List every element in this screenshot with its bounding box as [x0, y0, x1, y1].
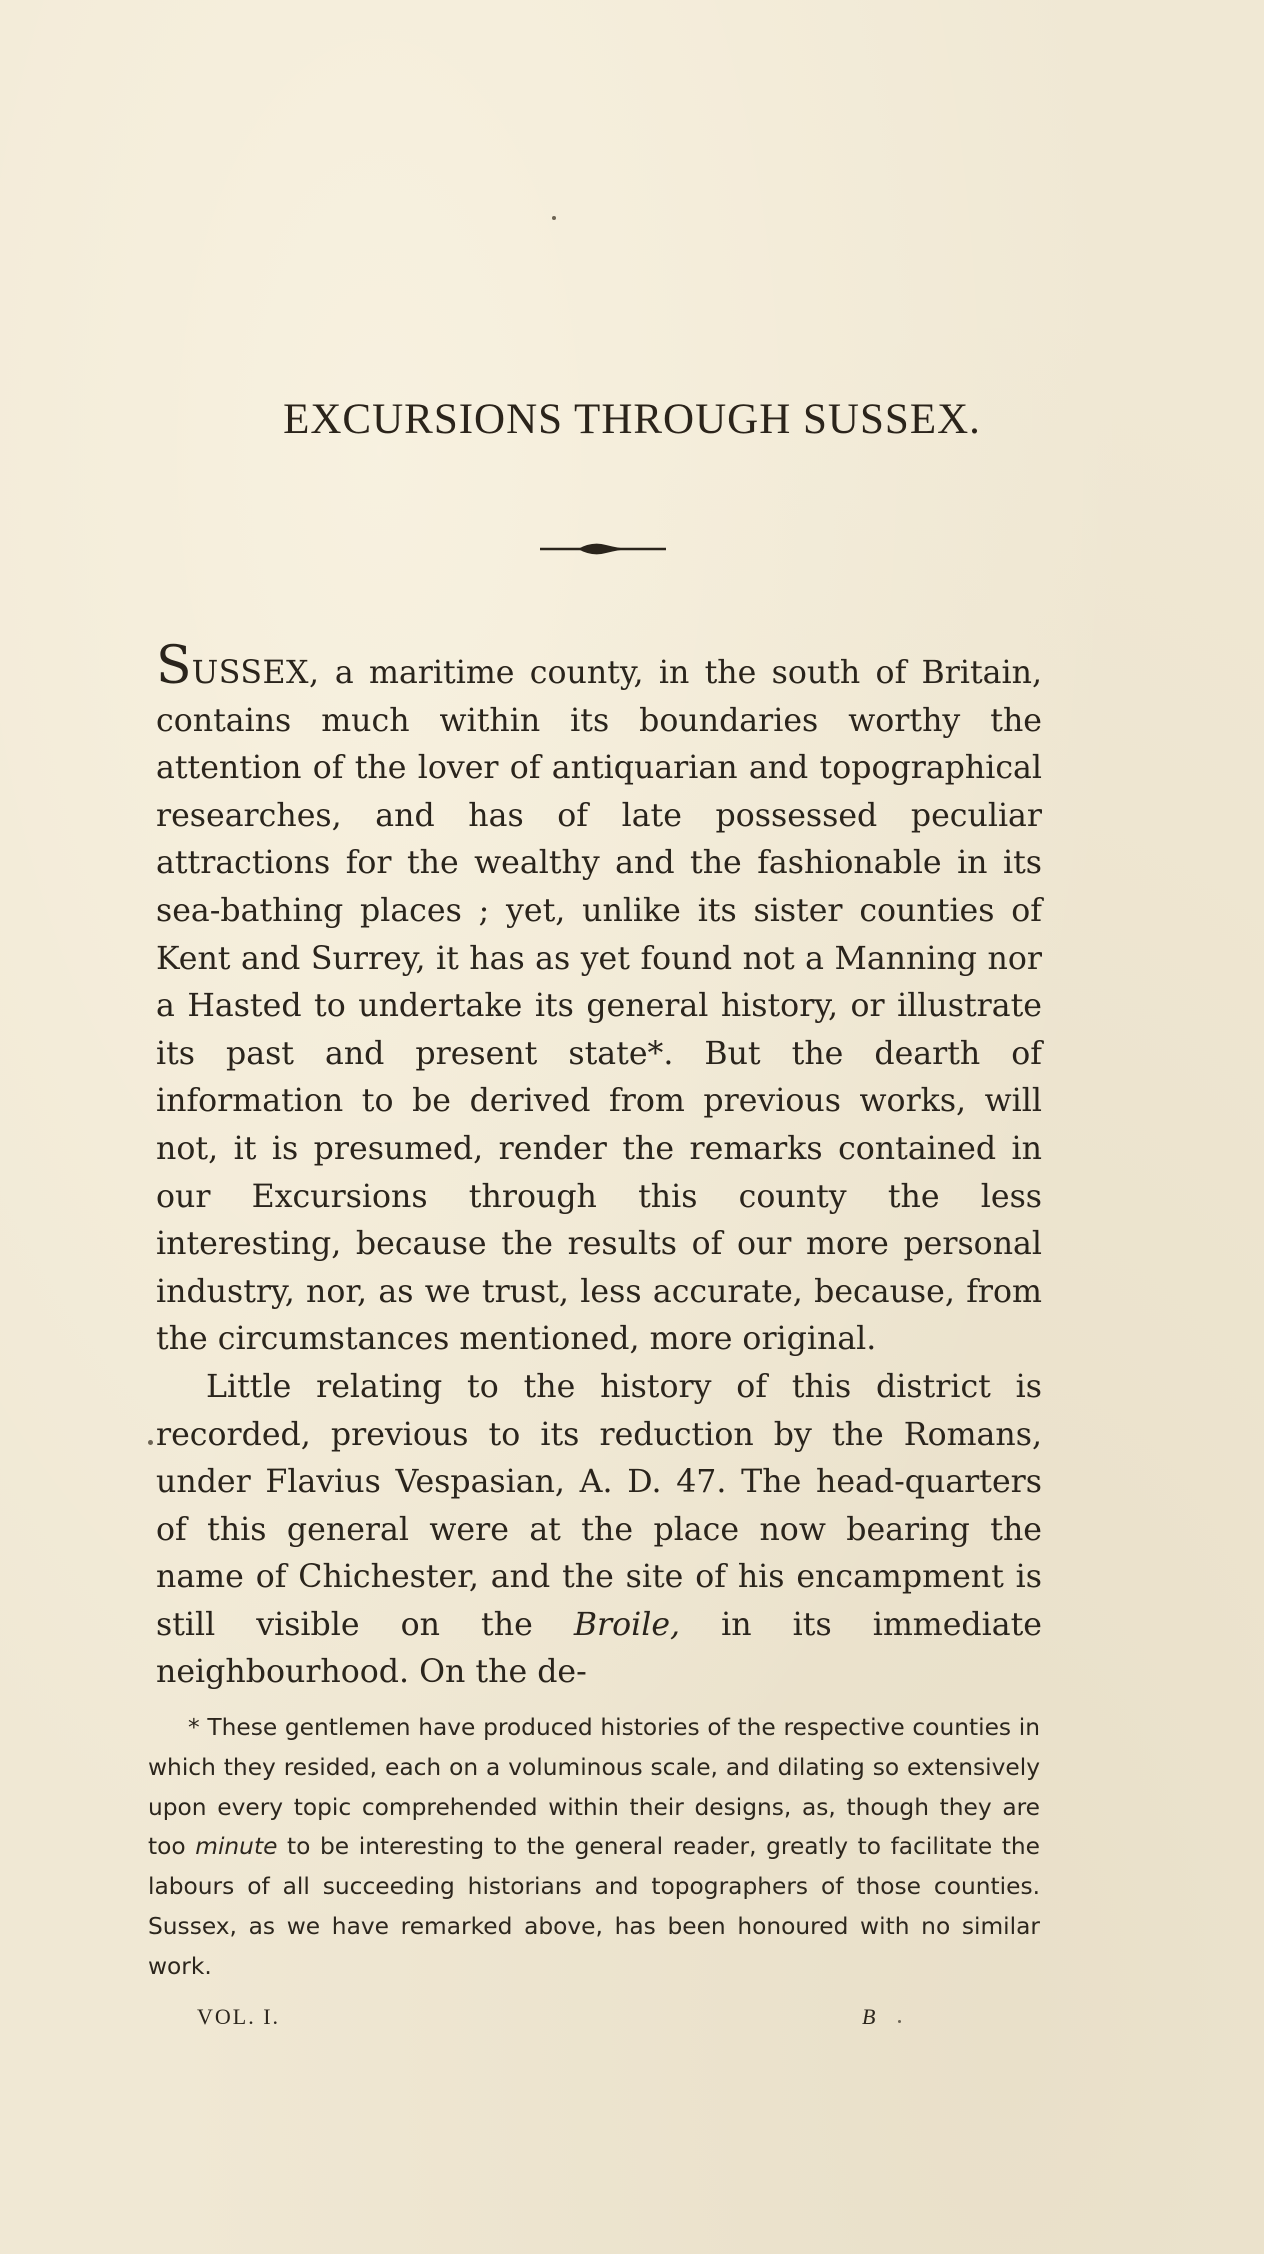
volume-label: VOL. I. — [197, 2004, 281, 2029]
first-word: USSEX, — [191, 655, 320, 691]
footnote-text — [148, 1708, 1040, 1987]
ink-speck — [552, 216, 556, 220]
signature-mark: B — [862, 2004, 876, 2029]
paragraph-2 — [156, 1364, 1042, 1697]
page-title: EXCURSIONS THROUGH SUSSEX. — [283, 396, 981, 443]
ornament-divider-icon — [540, 535, 666, 563]
footnote-start: * These gentlemen have produced histories of the respective counties in which they resided, each on a voluminous scale, and dilating so extensively upon every topic comprehended within their designs, as, though they are too — [148, 1714, 1040, 1861]
ink-speck — [148, 1440, 153, 1445]
paragraph-1 — [156, 636, 1042, 1364]
ink-speck — [898, 2020, 901, 2023]
footnote-end: to be interesting to the general reader, greatly to facilitate the labours of all succeeding historians and topographers of those counties. Sussex, as we have remarked above, has been honoured with no similar work. — [148, 1833, 1040, 1980]
paragraph-2-end: in its immediate neighbourhood. On the de- — [156, 1606, 1042, 1691]
footnote-italic: minute — [195, 1833, 278, 1861]
paragraph-1-text: a maritime county, in the south of Britain, contains much within its boundaries worthy the attention of the lover of antiquarian and topographical researches, and has of late possessed peculiar attractions for the wealthy and the fashionable in its sea-bathing places ; yet, unlike its sister counties of Kent and Surrey, it has as yet found not a Manning nor a Hasted to undertake its general history, or illustrate its past and present state*. But the dearth of information to be derived from previous works, will not, it is presumed, render the remarks contained in our Excursions through this county the less interesting, because the results of our more personal industry, nor, as we trust, less accurate, because, from the circumstances mentioned, more original. — [156, 655, 1042, 1358]
main-text — [156, 636, 1042, 1697]
paragraph-2-text: Little relating to the history of this district is recorded, previous to its reduction by the Romans, under Flavius Vespasian, A. D. 47. The head-quarters of this general were at the place now bearing the name of Chichester, and the site of his encampment is still visible on the — [156, 1368, 1042, 1643]
drop-cap: S — [156, 636, 192, 696]
italic-broile: Broile, — [573, 1606, 681, 1643]
footnote — [148, 1708, 1040, 1987]
page-footer — [0, 2004, 1264, 2044]
